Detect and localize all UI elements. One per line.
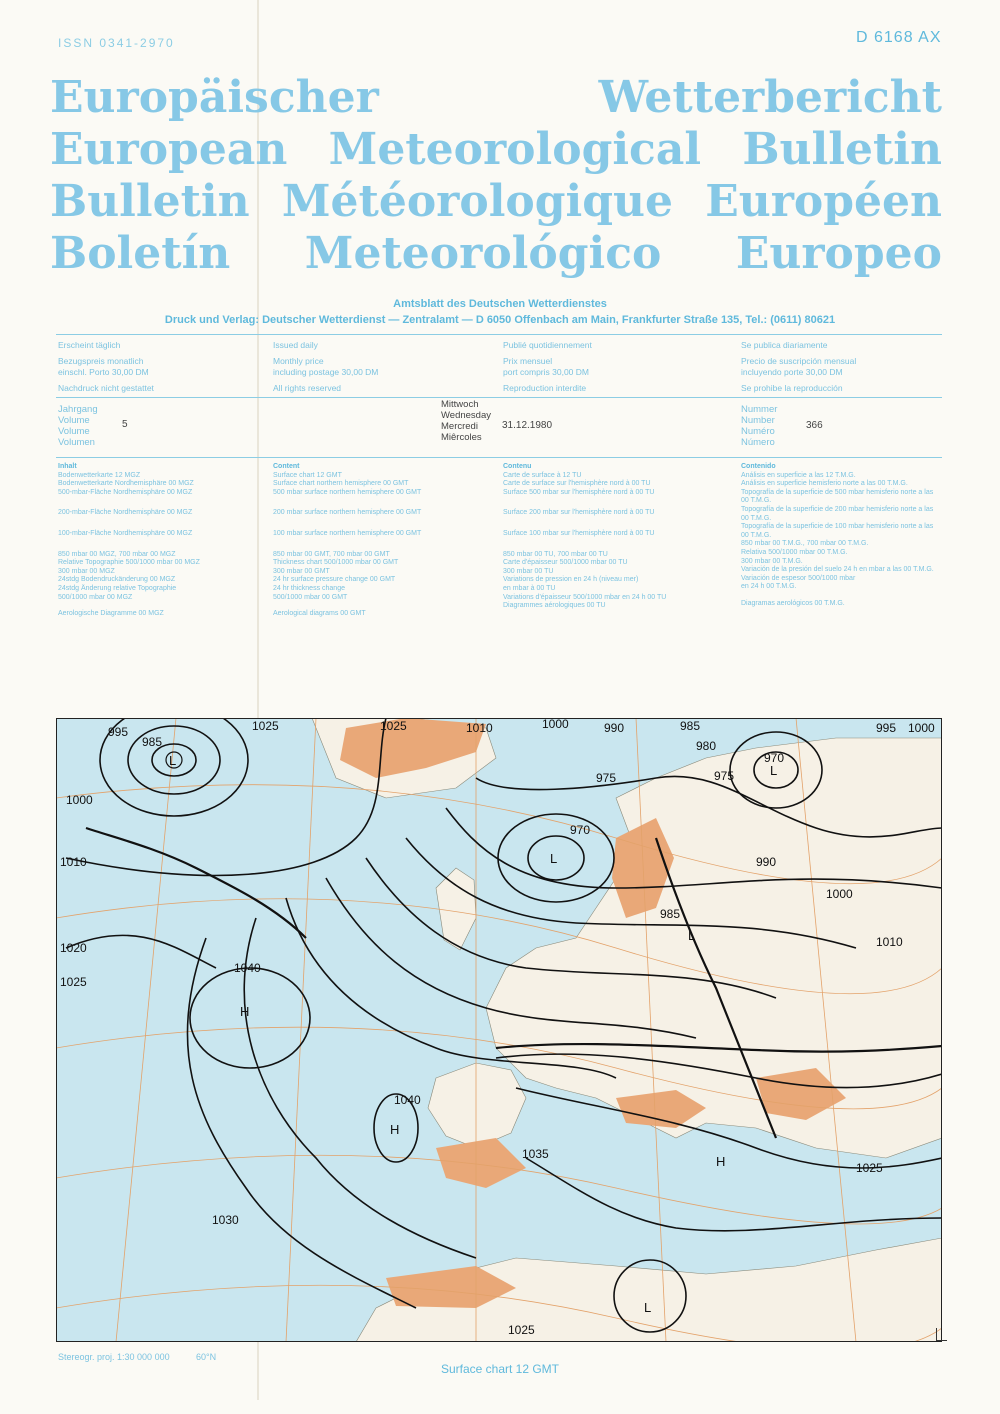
isobar-label: 1000 [66, 793, 93, 807]
contents-line: Aerological diagrams 00 GMT [273, 610, 366, 618]
contents-heading: Contenido [741, 463, 776, 470]
weekday-labels [441, 399, 491, 443]
info-line: All rights reserved [273, 383, 342, 393]
info-line: Se publica diariamente [741, 340, 828, 350]
info-line: Nachdruck nicht gestattet [58, 383, 154, 393]
contents-line: Variación de la presión del suelo 24 h en mbar a las 00 T.M.G. [741, 566, 934, 574]
number-label: Number [741, 415, 775, 426]
crop-mark [936, 1328, 947, 1341]
weekday-label: Mittwoch [441, 399, 479, 410]
contents-line: Variación de espesor 500/1000 mbar [741, 574, 856, 582]
contents-french [503, 463, 728, 611]
weekday-label: Miêrcoles [441, 432, 482, 443]
info-line: Bezugspreis monatlich [58, 356, 144, 366]
contents-heading: Contenu [503, 463, 532, 470]
map-caption: Surface chart 12 GMT [440, 1362, 560, 1376]
contents-line: 500/1000 mbar 00 MGZ [58, 593, 133, 601]
contents-line: 500/1000 mbar 00 GMT [273, 593, 348, 601]
title-french: Bulletin Météorologique Européen [50, 176, 942, 227]
pressure-center-label: L [169, 753, 177, 768]
surface-weather-map [56, 718, 942, 1342]
contents-line: 24 hr thickness change [273, 584, 345, 592]
contents-line: Diagramas aerológicos 00 T.M.G. [741, 599, 845, 607]
isobar-label: 1040 [234, 961, 261, 975]
contents-line: Relative Topographie 500/1000 mbar 00 MGZ [58, 559, 200, 567]
isobar-label: 990 [756, 855, 777, 869]
isobar-label: 975 [596, 771, 617, 785]
info-line: Publié quotidiennement [503, 340, 592, 350]
info-spanish [741, 340, 856, 394]
pressure-center-label: H [240, 1004, 250, 1019]
contents-spanish [741, 463, 941, 609]
contents-line: 300 mbar 00 GMT [273, 567, 330, 575]
contents-line: Variations de pression en 24 h (niveau mer) [503, 576, 639, 584]
isobar-label: 985 [142, 735, 163, 749]
contents-line: 850 mbar 00 TU, 700 mbar 00 TU [503, 550, 608, 558]
number-label: Número [741, 437, 775, 448]
contents-line: Surface chart northern hemisphere 00 GMT [273, 480, 409, 488]
contents-line: Surface 100 mbar sur l'hemisphère nord à 00 TU [503, 529, 655, 537]
info-line: Erscheint täglich [58, 340, 121, 350]
contents-line: 300 mbar 00 TU [503, 567, 554, 575]
contents-english [273, 463, 493, 619]
isobar-label: 1025 [856, 1161, 883, 1175]
divider [56, 457, 942, 458]
contents-line: 850 mbar 00 T.M.G., 700 mbar 00 T.M.G. [741, 540, 869, 548]
volume-label: Jahrgang [58, 404, 98, 415]
info-line: incluyendo porte 30,00 DM [741, 367, 843, 377]
contents-line: Relativa 500/1000 mbar 00 T.M.G. [741, 548, 848, 556]
contents-line: Topografía de la superficie de 200 mbar hemisferio norte a las 00 T.M.G. [741, 505, 934, 522]
info-line: Reproduction interdite [503, 383, 587, 393]
divider [56, 397, 942, 398]
volume-label: Volume [58, 426, 90, 437]
isobar-label: 1025 [508, 1323, 535, 1337]
weekday-label: Mercredi [441, 421, 478, 432]
info-german [58, 340, 154, 394]
info-line: Se prohibe la reproducción [741, 383, 843, 393]
contents-line: 850 mbar 00 MGZ, 700 mbar 00 MGZ [58, 550, 176, 558]
isobar-label: 1040 [394, 1093, 421, 1107]
pressure-center-label: L [550, 851, 558, 866]
contents-line: 500 mbar surface northern hemisphere 00 GMT [273, 488, 422, 496]
contents-line: 300 mbar 00 MGZ [58, 567, 115, 575]
isobar-label: 1000 [542, 718, 569, 731]
isobar-label: 1000 [826, 887, 853, 901]
isobar-label: 970 [764, 751, 785, 765]
publisher-line: Druck und Verlag: Deutscher Wetterdienst — Zentralamt — D 6050 Offenbach am Main, Frankfurter Straße 135, Tel.: (0611) 80621 [164, 314, 836, 326]
isobar-label: 1010 [60, 855, 87, 869]
issue-date: 31.12.1980 [502, 420, 553, 431]
contents-line: en 24 h 00 T.M.G. [741, 583, 797, 591]
contents-line: Carte de surface à 12 TU [503, 471, 582, 479]
contents-line: 24stdg Änderung relative Topographie [58, 584, 177, 592]
pressure-center-label: L [688, 928, 696, 943]
isobar-label: 1020 [60, 941, 87, 955]
info-line: Precio de suscripción mensual [741, 356, 857, 366]
contents-line: en mbar à 00 TU [503, 584, 556, 592]
isobar-label: 1025 [60, 975, 87, 989]
contents-german [58, 463, 258, 619]
title-english: European Meteorological Bulletin [50, 124, 942, 175]
title-german: Europäischer Wetterbericht [50, 72, 942, 123]
isobar-label: 1000 [908, 721, 935, 735]
info-line: Issued daily [273, 340, 318, 350]
pressure-center-label: L [770, 763, 778, 778]
contents-line: Surface 200 mbar sur l'hemisphère nord à 00 TU [503, 509, 655, 517]
contents-line: Variations d'épaisseur 500/1000 mbar en 24 h 00 TU [503, 593, 667, 601]
isobar-label: 975 [714, 769, 735, 783]
isobar-label: 1025 [252, 719, 279, 733]
contents-line: Bodenwetterkarte Nordhemisphäre 00 MGZ [58, 480, 194, 488]
volume-labels [58, 404, 98, 448]
isobar-label: 1035 [522, 1147, 549, 1161]
volume-value: 5 [122, 419, 128, 430]
isobar-label: 970 [570, 823, 591, 837]
isobar-label: 985 [660, 907, 681, 921]
divider [56, 334, 942, 335]
contents-line: 200-mbar-Fläche Nordhemisphäre 00 MGZ [58, 509, 193, 517]
info-line: Monthly price [273, 356, 324, 366]
isobar-label: 995 [108, 725, 129, 739]
number-labels [741, 404, 777, 448]
pressure-center-label: L [644, 1300, 652, 1315]
contents-line: Aerologische Diagramme 00 MGZ [58, 610, 164, 618]
contents-line: Thickness chart 500/1000 mbar 00 GMT [273, 559, 399, 567]
contents-line: Surface 500 mbar sur l'hemisphère nord à 00 TU [503, 488, 655, 496]
projection-note: Stereogr. proj. 1:30 000 000 [58, 1352, 170, 1362]
contents-line: 300 mbar 00 T.M.G. [741, 557, 803, 565]
amtsblatt-line: Amtsblatt des Deutschen Wetterdienstes [393, 298, 607, 310]
isobar-label: 995 [876, 721, 897, 735]
info-line: port compris 30,00 DM [503, 367, 589, 377]
info-line: including postage 30,00 DM [273, 367, 379, 377]
contents-heading: Inhalt [58, 463, 77, 470]
contents-line: Surface chart 12 GMT [273, 471, 342, 479]
isobar-label: 990 [604, 721, 625, 735]
volume-label: Volume [58, 415, 90, 426]
contents-line: 100-mbar-Fläche Nordhemisphäre 00 MGZ [58, 529, 193, 537]
latitude-note: 60°N [196, 1352, 217, 1362]
isobar-label: 1030 [212, 1213, 239, 1227]
info-english [273, 340, 378, 394]
isobar-label: 980 [696, 739, 717, 753]
issn-number: ISSN 0341-2970 [58, 36, 175, 50]
pressure-center-label: H [390, 1122, 400, 1137]
isobar-label: 985 [680, 719, 701, 733]
contents-line: 850 mbar 00 GMT, 700 mbar 00 GMT [273, 550, 390, 558]
isobar-label: 1010 [876, 935, 903, 949]
number-label: Numéro [741, 426, 775, 437]
publication-code: D 6168 AX [856, 29, 942, 46]
isobar-label: 1025 [380, 719, 407, 733]
info-line: einschl. Porto 30,00 DM [58, 367, 149, 377]
contents-line: 200 mbar surface northern hemisphere 00 GMT [273, 509, 422, 517]
contents-line: 100 mbar surface northern hemisphere 00 GMT [273, 529, 422, 537]
contents-line: Topografía de la superficie de 100 mbar hemisferio norte a las 00 T.M.G. [741, 523, 934, 539]
issue-number: 366 [806, 420, 823, 431]
contents-line: Bodenwetterkarte 12 MGZ [58, 471, 141, 479]
weekday-label: Wednesday [441, 410, 491, 421]
contents-line: Carte de surface sur l'hemisphère nord à 00 TU [503, 480, 651, 488]
pressure-center-label: H [716, 1154, 726, 1169]
contents-heading: Content [273, 463, 300, 470]
info-french [503, 340, 592, 394]
contents-line: Análisis en superficie hemisferio norte a las 00 T.M.G. [741, 480, 908, 488]
contents-line: 24stdg Bodendruckänderung 00 MGZ [58, 576, 176, 584]
contents-line: Diagrammes aérologiques 00 TU [503, 602, 606, 610]
isobar-label: 1010 [466, 721, 493, 735]
contents-line: Análisis en superficie a las 12 T.M.G. [741, 471, 856, 479]
title-block [50, 72, 942, 280]
title-spanish: Boletín Meteorológico Europeo [50, 228, 942, 279]
info-line: Prix mensuel [503, 356, 553, 366]
contents-line: 24 hr surface pressure change 00 GMT [273, 576, 396, 584]
number-label: Nummer [741, 404, 778, 415]
contents-line: 500-mbar-Fläche Nordhemisphäre 00 MGZ [58, 488, 193, 496]
volume-label: Volumen [58, 437, 95, 448]
contents-line: Topografía de la superficie de 500 mbar hemisferio norte a las 00 T.M.G. [741, 488, 934, 505]
contents-line: Carte d'épaisseur 500/1000 mbar 00 TU [503, 559, 628, 567]
